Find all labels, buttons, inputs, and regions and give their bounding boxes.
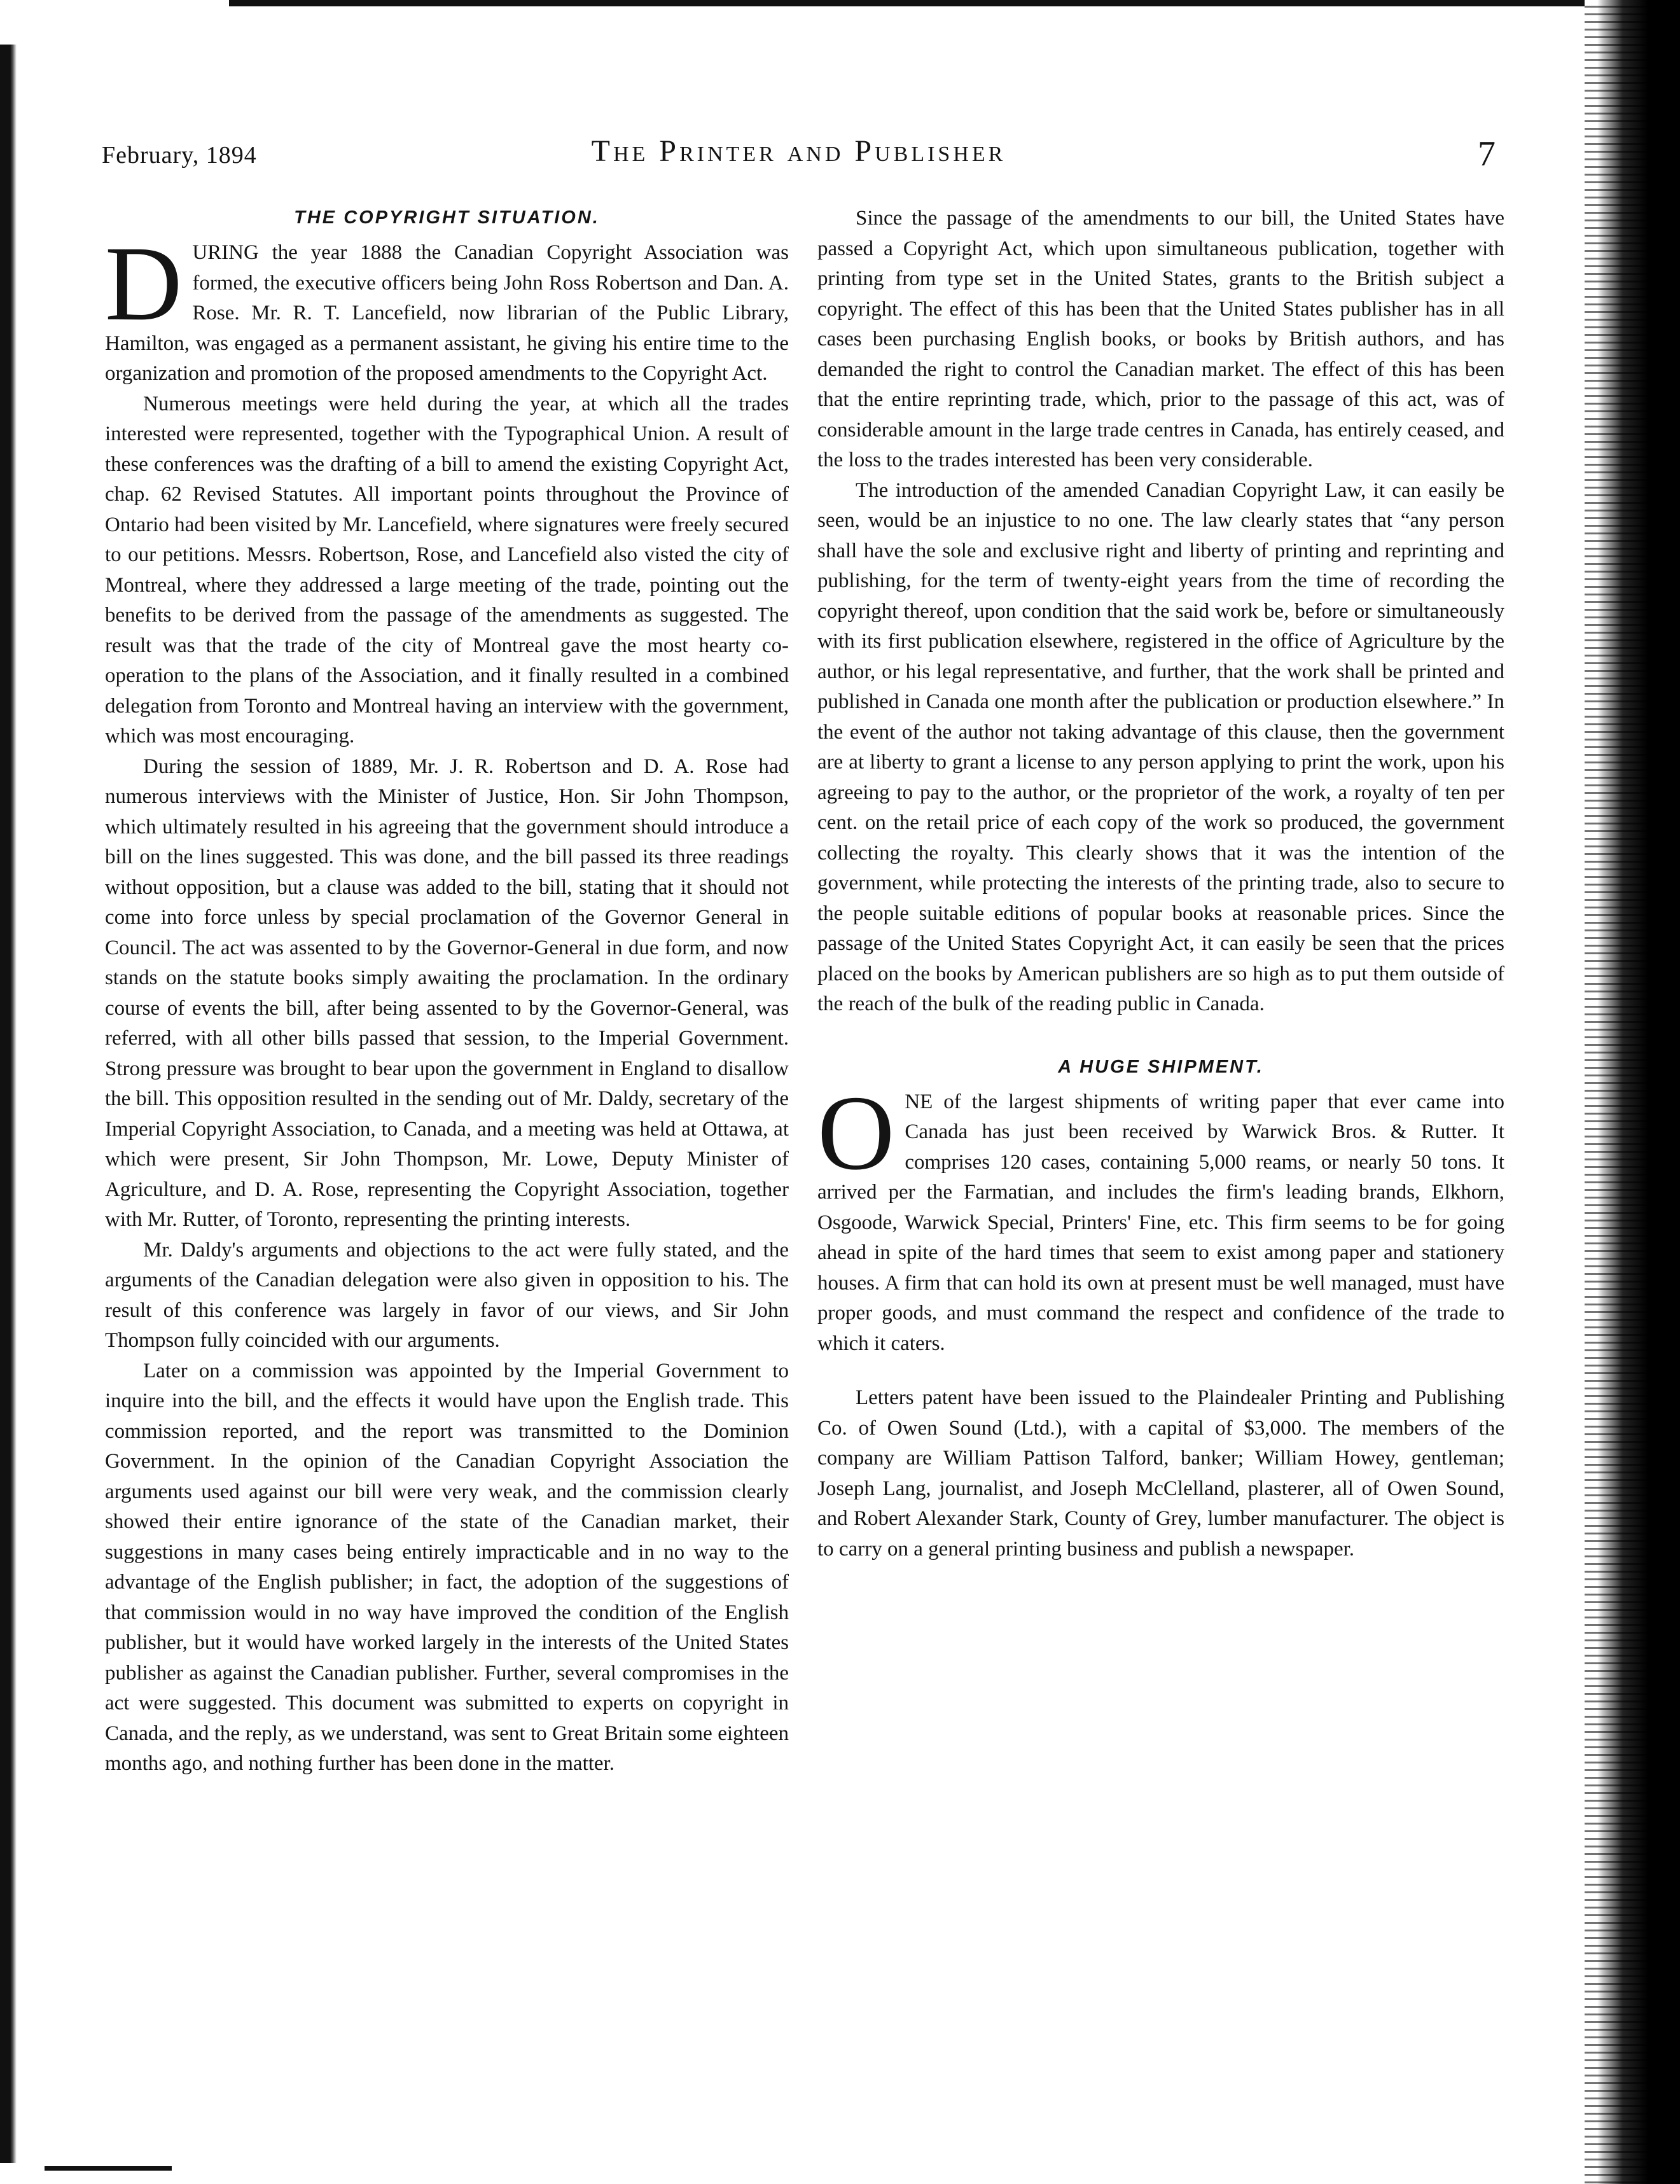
scan-left-edge xyxy=(0,45,17,2163)
shipment-paragraph-1-text: NE of the largest shipments of writing paper that ever came into Canada has just been received by Warwick Bros. & Rutter. It comprises 120 cases, containing 5,000 reams, or nearly 50 tons. It arrived per the Farmatian, and includes the firm's leading brands, Elkhorn, Osgoode, Warwick Special, Printers' Fine, etc. This firm seems to be for going ahead in spite of the hard times that seem to exist among paper and stationery houses. A firm that can hold its own at present must be well managed, must have proper goods, and must command the respect and confidence of the trade to which it caters. xyxy=(817,1090,1504,1355)
running-header xyxy=(102,134,1496,178)
left-column xyxy=(105,204,789,1779)
copyright-paragraph-3: During the session of 1889, Mr. J. R. Robertson and D. A. Rose had numerous interviews with the Minister of Justice, Hon. Sir John Thompson, which ultimately resulted in his agreeing that the government should introduce a bill on the lines suggested. This was done, and the bill passed its three readings without opposition, but a clause was added to the bill, stating that it should not come into force unless by special proclamation of the Governor General in Council. The act was assented to by the Governor-General in due form, and now stands on the statute books simply awaiting the proclamation. In the ordinary course of events the bill, after being assented to by the Governor-General, was referred, with all other bills passed that session, to the Imperial Government. Strong pressure was brought to bear upon the government in England to disallow the bill. This opposition resulted in the sending out of Mr. Daldy, secretary of the Imperial Copyright Association, to Canada, and a meeting was held at Ottawa, at which were present, Sir John Thompson, Mr. Lowe, Deputy Minister of Agriculture, and D. A. Rose, representing the Copyright Association, together with Mr. Rutter, of Toronto, representing the printing interests. xyxy=(105,755,789,1231)
letters-patent-notice: Letters patent have been issued to the Plaindealer Printing and Publishing Co. of Owen Sound (Ltd.), with a capital of $3,000. The members of the company are William Pattison Talford, banker; William Howey, gentleman; Joseph Lang, journalist, and Joseph McClelland, plasterer, all of Owen Sound, and Robert Alexander Stark, County of Grey, lumber manufacturer. The object is to carry on a general printing business and publish a newspaper. xyxy=(817,1386,1504,1561)
notice-spacer xyxy=(817,1359,1504,1383)
copyright-paragraph-1-text: URING the year 1888 the Canadian Copyright Association was formed, the executive officers being John Ross Robertson and Dan. A. Rose. Mr. R. T. Lancefield, now librarian of the Public Library, Hamilton, was engaged as a permanent assistant, he giving his entire time to the organization and promotion of the proposed amendments to the Copyright Act. xyxy=(105,241,789,385)
copyright-article-heading: THE COPYRIGHT SITUATION. xyxy=(294,207,600,228)
shipment-paragraph-1 xyxy=(817,1073,1504,1360)
issue-date: February, 1894 xyxy=(102,142,257,169)
drop-cap-o: O xyxy=(817,1073,895,1192)
copyright-paragraph-1 xyxy=(105,225,789,389)
scan-top-edge xyxy=(229,0,1597,6)
section-spacer xyxy=(817,1020,1504,1053)
shipment-article-heading: A HUGE SHIPMENT. xyxy=(1058,1056,1264,1077)
publication-title: The Printer and Publisher xyxy=(591,134,1006,168)
scan-right-edge xyxy=(1585,0,1680,2184)
copyright-paragraph-2: Numerous meetings were held during the year, at which all the trades interested were represented, together with the Typographical Union. A result of these conferences was the drafting of a bill to amend the existing Copyright Act, chap. 62 Revised Statutes. All important points throughout the Province of Ontario had been visited by Mr. Lancefield, where signatures were freely secured to our petitions. Messrs. Robertson, Rose, and Lancefield also visted the city of Montreal, where they addressed a large meeting of the trade, pointing out the benefits to be derived from the passage of the amendments as suggested. The result was that the trade of the city of Montreal gave the most hearty co-operation to the plans of the Association, and it finally resulted in a combined delegation from Toronto and Montreal having an interview with the government, which was most encouraging. xyxy=(105,392,789,748)
drop-cap-d: D xyxy=(105,225,183,343)
copyright-paragraph-6: Since the passage of the amendments to our bill, the United States have passed a Copyright Act, which upon simultaneous publication, together with printing from type set in the United States, grants to the British subject a copyright. The effect of this has been that the United States publisher has in all cases been purchasing English books, or books by British authors, and has demanded the right to control the Canadian market. The effect of this has been that the entire reprinting trade, which, prior to the passage of this act, was of considerable amount in the large trade centres in Canada, has entirely ceased, and the loss to the trades interested has been very considerable. xyxy=(817,207,1504,471)
right-column xyxy=(817,204,1504,1564)
scan-bottom-mark xyxy=(45,2166,172,2171)
copyright-paragraph-4: Mr. Daldy's arguments and objections to the act were fully stated, and the arguments of the Canadian delegation were also given in opposition to his. The result of this conference was largely in favor of our views, and Sir John Thompson fully coincided with our arguments. xyxy=(105,1238,789,1352)
copyright-paragraph-5: Later on a commission was appointed by the Imperial Government to inquire into the bill, and the effects it would have upon the English trade. This commission reported, and the report was transmitted to the Dominion Government. In the opinion of the Canadian Copyright Association the arguments used against our bill were very weak, and the commission clearly showed their entire ignorance of the state of the Canadian market, their suggestions in many cases being entirely impracticable and in no way to the advantage of the English publisher; in fact, the adoption of the suggestions of that commission would in no way have improved the condition of the English publisher, but it would have worked largely in the interests of the United States publisher as against the Canadian publisher. Further, several compromises in the act were suggested. This document was submitted to experts on copyright in Canada, and the reply, as we understand, was sent to Great Britain some eighteen months ago, and nothing further has been done in the matter. xyxy=(105,1359,789,1775)
copyright-paragraph-7: The introduction of the amended Canadian Copyright Law, it can easily be seen, would be an injustice to no one. The law clearly states that “any person shall have the sole and exclusive right and liberty of printing and reprinting and publishing, for the term of twenty-eight years from the time of recording the copyright thereof, upon condition that the said work be, before or simultaneously with its first publication elsewhere, registered in the office of Agriculture by the author, or his legal representative, and further, that the work shall be printed and published in Canada one month after the publication or production elsewhere.” In the event of the author not taking advantage of this clause, then the government are at liberty to grant a license to any person applying to print the work, upon his agreeing to pay to the author, or the proprietor of the work, a royalty of ten per cent. on the retail price of each copy of the work so produced, the government collecting the royalty. This clearly shows that it was the intention of the government, while protecting the interests of the printing trade, also to secure to the people suitable editions of popular books at reasonable prices. Since the passage of the United States Copyright Act, it can easily be seen that the prices placed on the books by American publishers are so high as to put them outside of the reach of the bulk of the reading public in Canada. xyxy=(817,478,1504,1015)
page-number: 7 xyxy=(1478,134,1496,174)
